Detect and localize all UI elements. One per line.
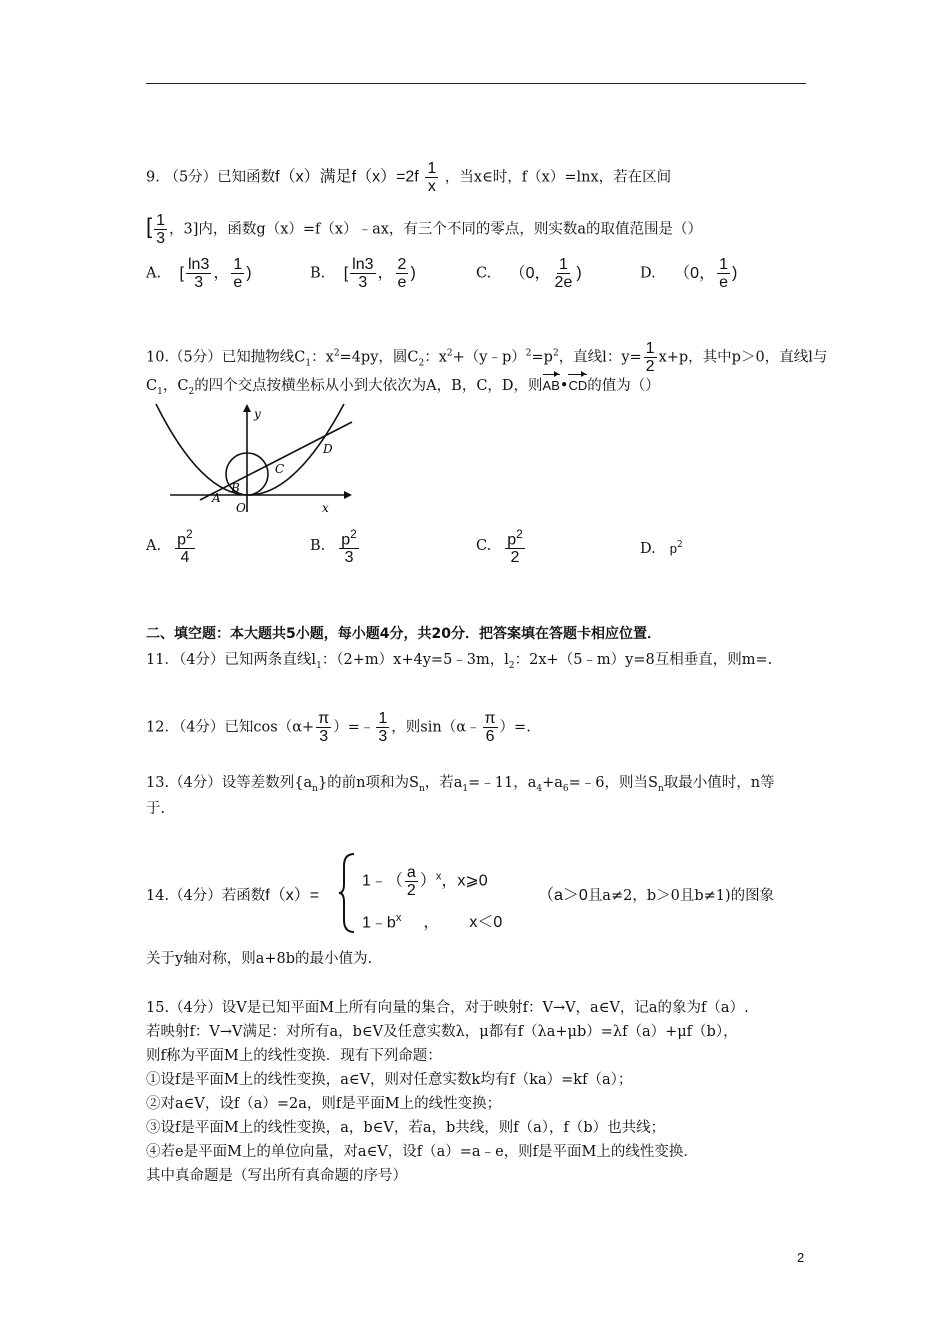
option-frac: $\frac{1}{e}$ [719,256,728,291]
option-label: C. [476,538,492,555]
option-frac: $\frac{p^2}{2}$ [507,527,523,567]
q15-line: ②对a∈V，设f（a）=2a，则f是平面M上的线性变换； [146,1096,502,1112]
q9-frac-1-over-3: $\frac{1}{3}$ [156,212,166,247]
header-rule [146,83,806,84]
parabola-c1 [156,404,344,495]
option-frac: $\frac{2}{e}$ [397,256,407,291]
label-b: B [231,481,240,495]
q10-line-2: $C_1$，$C_2$的四个交点按横坐标从小到大依次为A，B，C，D，则AB•CD的值为（） [146,378,660,397]
label-c: C [275,462,285,476]
q12-frac-pi-3: $\frac{\pi}{3}$ [318,710,330,745]
label-a: A [212,491,221,505]
q9-option-c: C. （0， $\frac{1}{2e}$ ) [476,256,582,291]
option-label: A. [146,265,162,282]
vector-ab: AB [543,376,560,396]
label-y: y [254,407,261,421]
q10-option-b [310,526,361,566]
q14-line-2: 关于y轴对称，则a+8b的最小值为. [146,951,373,967]
vector-cd: CD [568,376,587,396]
q15-line: ①设f是平面M上的线性变换，a∈V，则对任意实数k均有f（ka）=kf（a）； [146,1072,633,1088]
q10-option-c [476,526,527,566]
line-l [200,422,352,500]
option-label: C. [476,265,492,282]
q9-option-a: A. [ $\frac{\ln 3}{3}$ ， $\frac{1}{e}$ ) [146,256,252,291]
q10-line-1: 10.（5分）已知抛物线$C_1$：$x^2=4py$，圆$C_2$：$x^2+(y﹣p)^2=p^2$，直线l：y= $\frac{1}{2}$ x+p，其中p＞0，直线l与 [146,340,828,375]
q9-option-d: D. （0， $\frac{1}{e}$ ) [640,256,738,291]
q15-line: ④若e是平面M上的单位向量，对a∈V，设f（a）=a﹣e，则f是平面M上的线性变换． [146,1144,698,1160]
q11: 11．（4分）已知两条直线$l_1$：（2+m）x+4y=5﹣3m，$l_2$：2x+（5﹣m）y=8互相垂直，则m=. [146,652,773,671]
q14-suffix: （a＞0且a≠2，b＞0且b≠1)的图象 [538,887,775,904]
section-2-heading: 二、填空题：本大题共5小题，每小题4分，共20分．把答案填在答题卡相应位置． [146,626,661,642]
option-label: B. [310,265,326,282]
q9-frac-1-over-x: $\frac{1}{x}$ [427,160,437,195]
q15-line: 若映射f：V→V满足：对所有a，b∈V及任意实数λ，μ都有f（λa+μb）=λf（a）+μf（b）， [146,1024,738,1040]
q13-line-2: 于. [146,801,166,817]
q9-option-b: B. [ $\frac{\ln 3}{3}$ ， $\frac{2}{e}$ ) [310,256,416,291]
q15-line: ③设f是平面M上的线性变换，a，b∈V，若a，b共线，则f（a），f（b）也共线； [146,1120,666,1136]
option-frac: $\frac{\ln 3}{3}$ [352,256,374,291]
option-frac: $\frac{1}{2e}$ [554,256,573,291]
page-number: 2 [797,1250,805,1265]
q9-line-2: [ $\frac{1}{3}$ ，3]内，函数g（x）=f（x）﹣ax，有三个不同的零点，则实数a的取值范围是（） [146,212,703,247]
q12-frac-1-3: $\frac{1}{3}$ [378,710,388,745]
q10-option-d: D. $p^2$ [640,540,683,557]
q15-line: 15.（4分）设V是已知平面M上所有向量的集合，对于映射f：V→V，a∈V，记a的象为f（a）. [146,1000,749,1016]
q12-frac-pi-6: $\frac{\pi}{6}$ [484,710,496,745]
label-o: O [236,501,246,515]
y-axis-arrow [243,404,251,412]
q14-case-2: $1﹣b^x$ ， x＜0 [362,912,503,932]
q14-frac-a-2: $\frac{a}{2}$ [406,864,416,899]
x-axis-arrow [344,491,352,499]
q10-frac-half: $\frac{1}{2}$ [645,340,655,375]
option-frac: $\frac{p^2}{3}$ [341,527,357,567]
option-frac: $\frac{p^2}{4}$ [177,527,193,567]
option-frac: $\frac{1}{e}$ [233,256,243,291]
piecewise-brace [338,852,356,934]
option-label: A. [146,538,162,555]
q15-line: 则f称为平面M上的线性变换．现有下列命题： [146,1048,442,1064]
q12: 12．（4分）已知cos（α+ $\frac{\pi}{3}$ ）=﹣ $\frac{1}{3}$ ，则sin（α﹣ $\frac{\pi}{6}$ ）=. [146,710,531,745]
option-label: D. [640,265,656,282]
q13-line-1: 13.（4分）设等差数列$\{a_n\}$的前n项和为$S_n$，若$a_1=﹣11$，$a_4+a_6=﹣6$，则当$S_n$取最小值时，n等 [146,775,775,794]
option-frac: $\frac{\ln 3}{3}$ [187,256,210,291]
option-label: D. [640,540,656,557]
q14-case-1: 1﹣（ $\frac{a}{2}$ ）$^x$，x⩾0 [362,864,488,899]
label-d: D [323,442,333,456]
option-label: B. [310,538,326,555]
q10-figure [148,400,358,520]
label-x: x [322,501,329,515]
q10-option-a [146,526,197,566]
q15-line: 其中真命题是（写出所有真命题的序号） [146,1168,407,1184]
q9-line-1: 9. （5分）已知函数f（x）满足f（x）=2f $\frac{1}{x}$ ，当x∈时，f（x）=lnx，若在区间 [146,160,672,195]
q14-prefix: 14.（4分）若函数f（x）= [146,887,320,904]
